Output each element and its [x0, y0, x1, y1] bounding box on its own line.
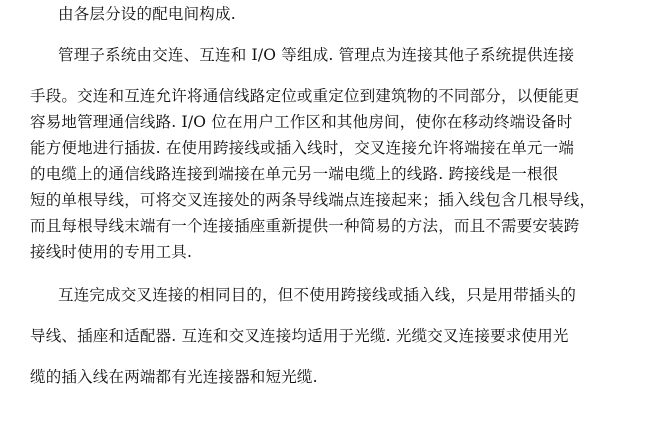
text-line: 能方便地进行插拔. 在使用跨接线或插入线时，交叉连接允许将端接在单元一端 [30, 139, 575, 157]
text-line: 的电缆上的通信线路连接到端接在单元另一端电缆上的线路. 跨接线是一根很 [30, 165, 559, 183]
paragraph-start-line: 互连完成交叉连接的相同目的，但不使用跨接线或插入线，只是用带插头的 [58, 286, 577, 304]
text-line: 短的单根导线，可将交叉连接处的两条导线端点连接起来；插入线包含几根导线， [30, 191, 596, 209]
text-line: 手段。交连和互连允许将通信线路定位或重定位到建筑物的不同部分，以便能更 [30, 87, 580, 105]
text-line: 容易地管理通信线路. I/O 位在用户工作区和其他房间，使你在移动终端设备时 [30, 113, 573, 131]
paragraph-start-line: 管理子系统由交连、互连和 I/O 等组成. 管理点为连接其他子系统提供连接 [58, 46, 575, 64]
text-line: 而且每根导线末端有一个连接插座重新提供一种简易的方法，而且不需要安装跨 [30, 217, 580, 235]
text-line: 导线、插座和适配器. 互连和交叉连接均适用于光缆. 光缆交叉连接要求使用光 [30, 327, 569, 345]
text-line: 由各层分设的配电间构成. [58, 5, 236, 23]
text-line: 接线时使用的专用工具. [30, 243, 193, 261]
text-line: 缆的插入线在两端都有光连接器和短光缆. [30, 368, 318, 386]
